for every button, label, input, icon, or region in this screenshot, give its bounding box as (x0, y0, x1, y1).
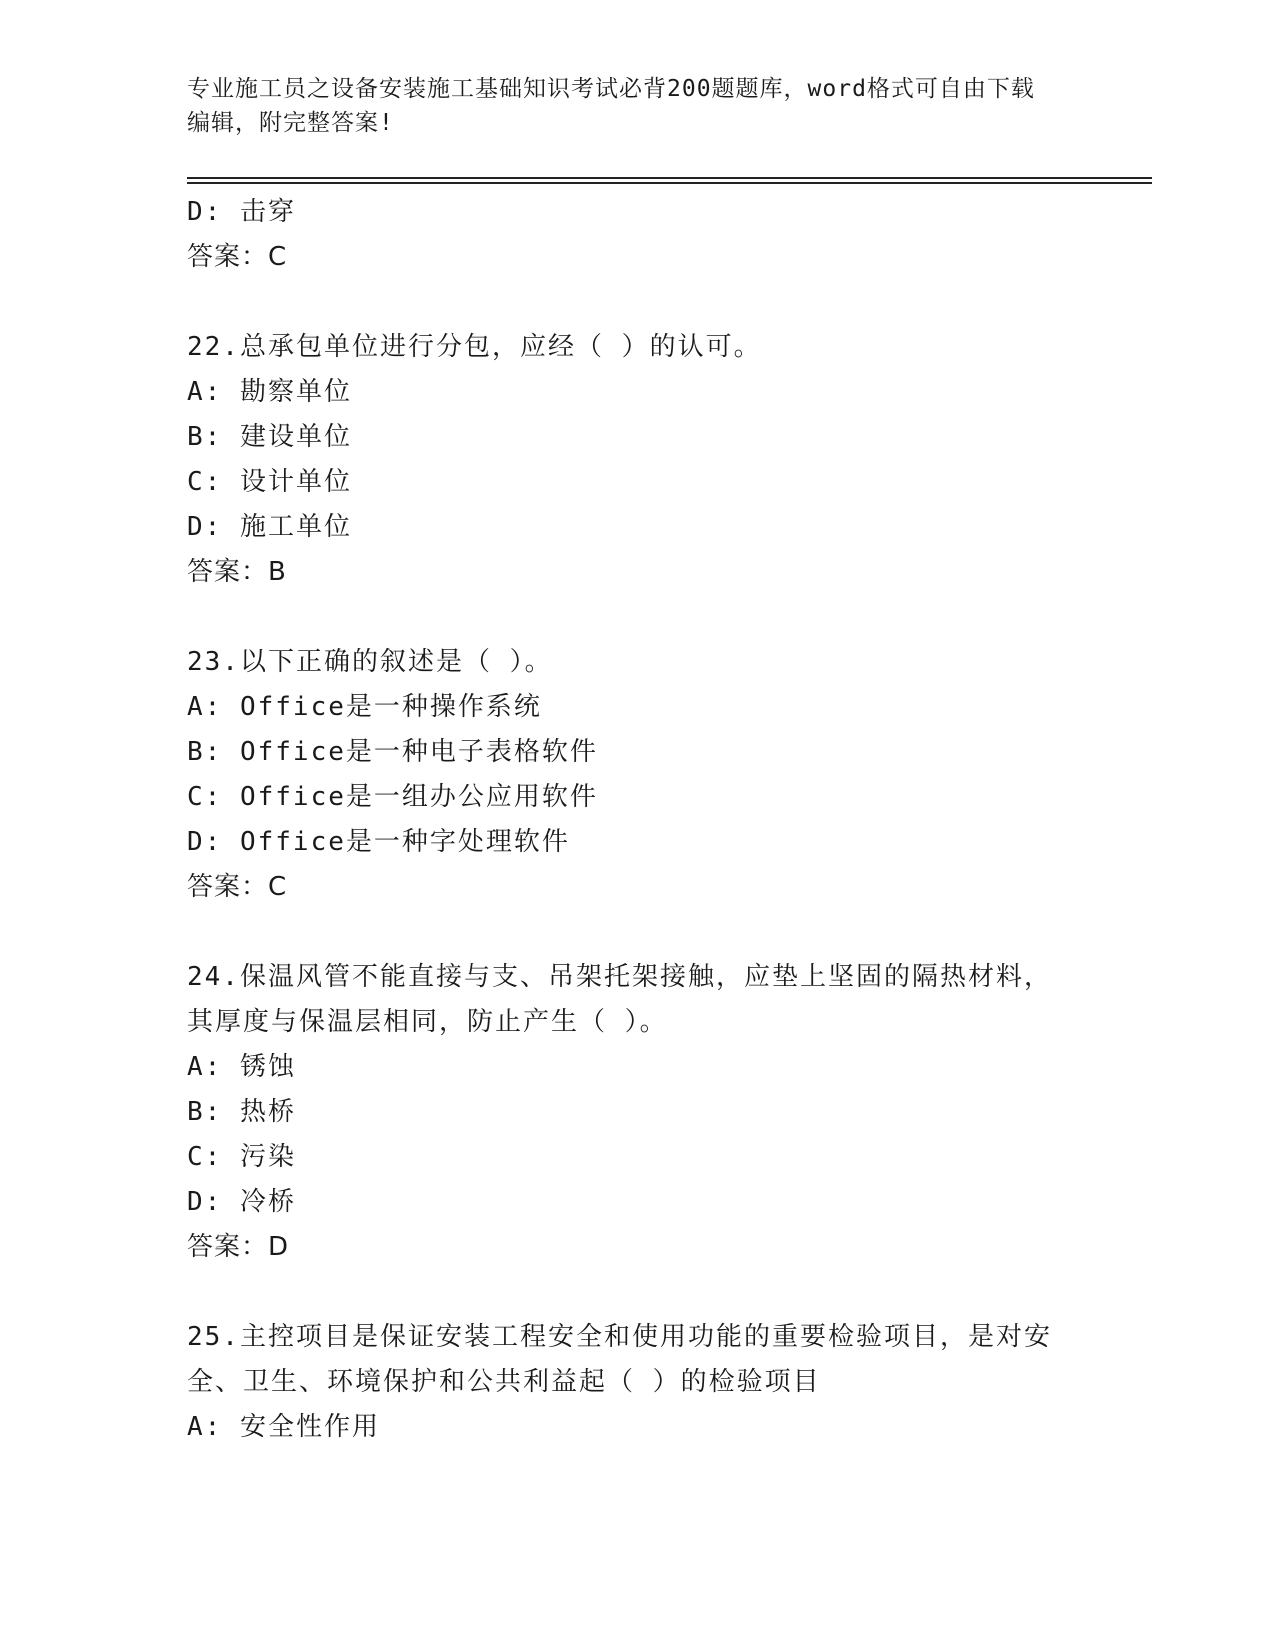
q22-question: 22.总承包单位进行分包，应经（ ）的认可。 (187, 332, 762, 362)
header-line-1: 专业施工员之设备安装施工基础知识考试必背200题题库，word格式可自由下载 (187, 76, 1035, 102)
q24-option-a: A: 锈蚀 (187, 1052, 296, 1082)
spacer (187, 910, 1137, 955)
q24-answer: 答案：D (187, 1232, 290, 1262)
q22-option-d: D: 施工单位 (187, 512, 352, 542)
document-body (187, 190, 1137, 1450)
q24-option-b: B: 热桥 (187, 1097, 296, 1127)
q23-question: 23.以下正确的叙述是（ ）。 (187, 647, 553, 677)
spacer (187, 595, 1137, 640)
q22-option-a: A: 勘察单位 (187, 377, 352, 407)
q25-question-line-1: 25.主控项目是保证安装工程安全和使用功能的重要检验项目，是对安 (187, 1322, 1052, 1352)
spacer (187, 1270, 1137, 1315)
q23-answer: 答案：C (187, 872, 288, 902)
q22-answer: 答案：B (187, 557, 287, 587)
q24-question-line-1: 24.保温风管不能直接与支、吊架托架接触，应垫上坚固的隔热材料， (187, 962, 1052, 992)
q24-option-c: C: 污染 (187, 1142, 296, 1172)
q23-option-c: C: Office是一组办公应用软件 (187, 782, 598, 812)
q24-option-d: D: 冷桥 (187, 1187, 296, 1217)
q24-question-line-2: 其厚度与保温层相同，防止产生（ ）。 (187, 1007, 668, 1037)
q23-option-b: B: Office是一种电子表格软件 (187, 737, 598, 767)
header-divider-bottom (187, 182, 1152, 184)
header-divider-top (187, 177, 1152, 179)
header-line-2: 编辑，附完整答案! (187, 110, 394, 136)
q22-option-c: C: 设计单位 (187, 467, 352, 497)
q23-option-a: A: Office是一种操作系统 (187, 692, 542, 722)
q23-option-d: D: Office是一种字处理软件 (187, 827, 570, 857)
q21-answer: 答案：C (187, 242, 288, 272)
q25-option-a: A: 安全性作用 (187, 1412, 380, 1442)
q22-option-b: B: 建设单位 (187, 422, 352, 452)
spacer (187, 280, 1137, 325)
q21-option-d: D: 击穿 (187, 197, 296, 227)
q25-question-line-2: 全、卫生、环境保护和公共利益起（ ）的检验项目 (187, 1367, 821, 1397)
document-header (187, 72, 1087, 140)
